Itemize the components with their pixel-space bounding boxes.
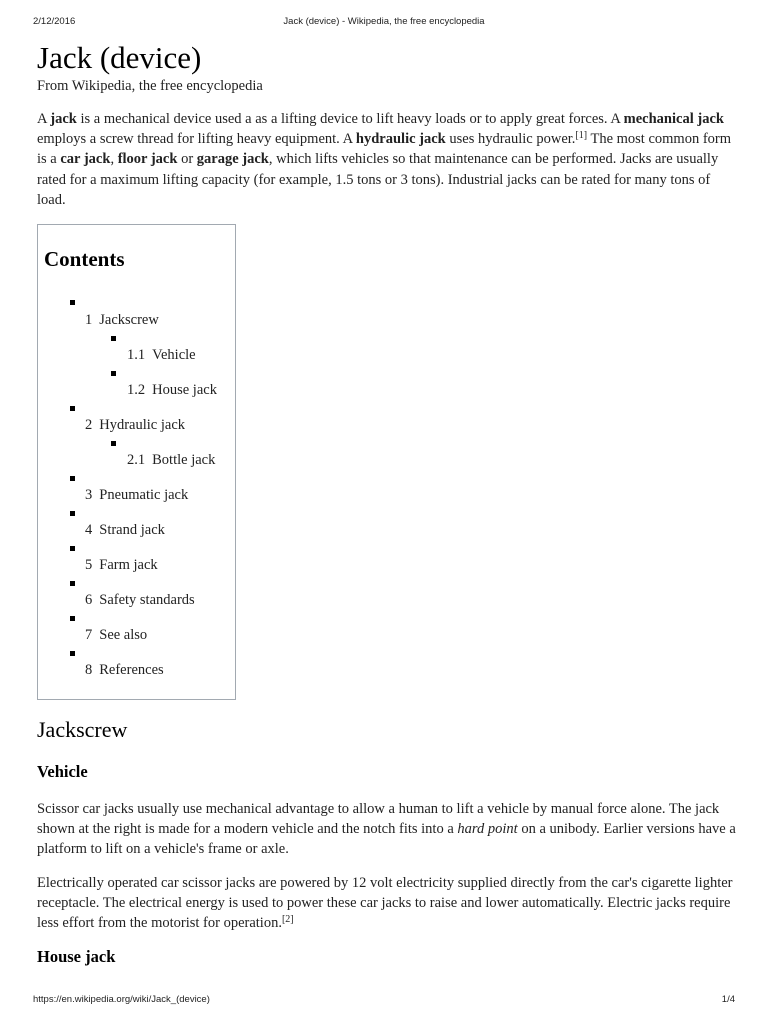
toc-item-number: 3 [85,487,93,504]
link-garage-jack[interactable]: garage jack [196,151,269,168]
print-doc-title: Jack (device) - Wikipedia, the free encyclopedia [283,16,485,27]
reference-link-1[interactable]: [1] [575,130,588,142]
toc-bullet [70,616,75,621]
print-footer [0,994,768,1008]
paragraph-text: Scissor car jacks usually use mechanical advantage to allow a human to lift a vehicle by manual force alone. The jack shown at the right is made for a modern vehicle and the notch fits into a [37,801,720,838]
toc-item-pneumatic-jack[interactable] [85,486,188,504]
table-of-contents [37,224,236,700]
toc-item-label: Pneumatic jack [99,487,189,504]
toc-bullet [70,651,75,656]
link-mechanical-jack[interactable]: mechanical jack [623,111,724,127]
toc-title: Contents [44,247,125,272]
vehicle-paragraph-1 [37,799,737,860]
intro-text: A [37,111,51,127]
toc-item-safety-standards[interactable] [85,591,195,609]
toc-item-number: 2.1 [127,452,146,469]
toc-item-label: See also [99,627,148,644]
intro-text: uses hydraulic power. [445,131,576,148]
link-hard-point[interactable]: hard point [457,821,518,838]
page-title: Jack (device) [37,40,202,75]
toc-item-label: Strand jack [99,522,165,539]
toc-item-vehicle[interactable] [127,346,196,364]
toc-item-label: Bottle jack [152,452,216,469]
toc-item-label: References [99,662,164,679]
link-hydraulic-jack[interactable]: hydraulic jack [355,131,446,148]
print-page-number: 1/4 [721,994,735,1005]
link-car-jack[interactable]: car jack [60,151,111,168]
toc-item-label: Vehicle [152,347,196,364]
toc-item-bottle-jack[interactable] [127,451,215,469]
subsection-heading-vehicle: Vehicle [37,762,88,782]
toc-item-references[interactable] [85,661,164,679]
article-tagline: From Wikipedia, the free encyclopedia [37,78,263,94]
toc-item-see-also[interactable] [85,626,147,644]
intro-text: or [177,151,197,168]
subsection-heading-house-jack: House jack [37,947,116,967]
paragraph-text: Electrically operated car scissor jacks are powered by 12 volt electricity supplied directly from the car's cigarette lighter receptacle. The electrical energy is used to power these car jacks to raise and lower automatically. Electric jacks require less effort from the motorist for operation. [37,874,733,932]
intro-text: employs a screw thread for lifting heavy equipment. A [37,131,356,148]
intro-paragraph [37,109,737,210]
print-header [0,16,768,30]
toc-item-number: 6 [85,592,93,609]
bold-term-jack: jack [50,111,77,127]
toc-item-number: 1.2 [127,382,146,399]
reference-link-2[interactable]: [2] [281,914,294,926]
toc-bullet [70,581,75,586]
toc-bullet [70,511,75,516]
toc-item-hydraulic-jack[interactable] [85,416,185,434]
toc-bullet [70,546,75,551]
intro-text: is a mechanical device used a as a lifting device to lift heavy loads or to apply great forces. A [76,111,624,127]
toc-item-jackscrew[interactable] [85,311,159,329]
toc-item-number: 7 [85,627,93,644]
toc-item-number: 8 [85,662,93,679]
toc-bullet [111,441,116,446]
print-date: 2/12/2016 [33,16,76,27]
toc-bullet [111,371,116,376]
intro-text: The most common form is a [37,131,732,168]
toc-bullet [70,476,75,481]
toc-list [38,225,235,699]
toc-item-label: Farm jack [99,557,158,574]
toc-item-strand-jack[interactable] [85,521,165,539]
toc-item-number: 1.1 [127,347,146,364]
intro-text: , [110,151,118,168]
paragraph-text: on a unibody. Earlier versions have a platform to lift on a vehicle's frame or axle. [37,821,736,858]
intro-text: , which lifts vehicles so that maintenance can be performed. Jacks are usually rated for a maximum lifting capacity (for example, 1.5 tons or 3 tons). Industrial jacks can be rated for many tons of load. [37,151,719,208]
toc-item-label: Jackscrew [99,312,159,329]
toc-item-farm-jack[interactable] [85,556,158,574]
toc-item-number: 2 [85,417,93,434]
link-floor-jack[interactable]: floor jack [117,151,178,168]
section-heading-jackscrew: Jackscrew [37,717,128,743]
toc-item-label: Safety standards [99,592,195,609]
print-url: https://en.wikipedia.org/wiki/Jack_(device) [33,994,210,1005]
vehicle-paragraph-2 [37,873,737,934]
toc-item-label: House jack [152,382,217,399]
article-content [37,38,737,968]
toc-item-number: 5 [85,557,93,574]
toc-bullet [70,300,75,305]
toc-item-number: 4 [85,522,93,539]
toc-item-number: 1 [85,312,93,329]
toc-item-label: Hydraulic jack [99,417,186,434]
toc-bullet [70,406,75,411]
toc-bullet [111,336,116,341]
toc-item-house-jack[interactable] [127,381,217,399]
